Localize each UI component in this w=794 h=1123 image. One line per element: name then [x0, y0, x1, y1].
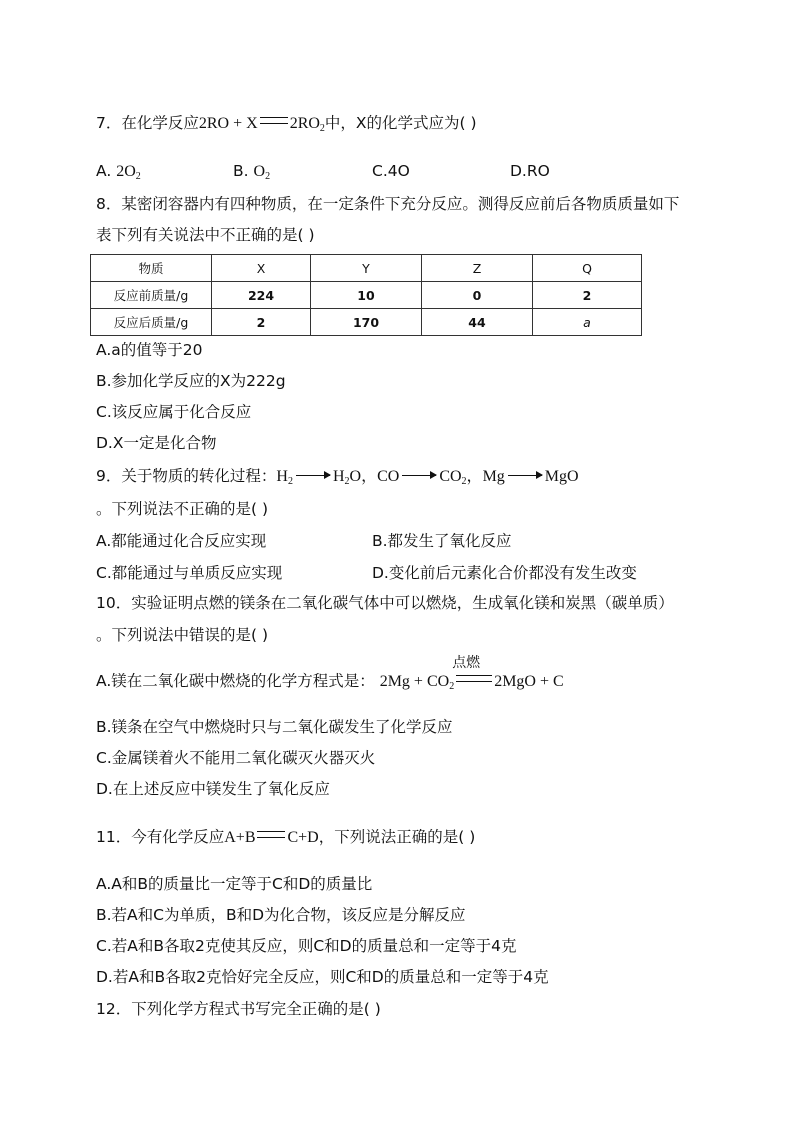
q11-equation: A+B C+D [224, 829, 319, 846]
q10-equation: $2Mg + CO_2$ 点燃 2MgO + C [379, 655, 564, 692]
q9-stem-line2: 。下列说法不正确的是( ) [96, 500, 269, 518]
q9-option-c[interactable]: C.都能通过与单质反应实现 [96, 564, 283, 582]
table-cell: 0 [422, 282, 533, 309]
equals-bar-icon [257, 831, 285, 838]
q10-stem-line2: 。下列说法中错误的是( ) [96, 626, 269, 644]
q9-stem-line1: 9．关于物质的转化过程：$H_2$ $H_2O$，CO $CO_2$，Mg MgO [96, 467, 579, 487]
table-cell: 170 [311, 309, 422, 336]
q8-stem-line1: 8．某密闭容器内有四种物质，在一定条件下充分反应。测得反应前后各物质质量如下 [96, 195, 680, 213]
q7-suffix: 中，X的化学式应为( ) [324, 114, 477, 132]
q8-option-a[interactable]: A.a的值等于20 [96, 341, 203, 359]
equals-bar-icon [260, 117, 288, 124]
table-row [91, 282, 642, 309]
q8-stem-line2: 表下列有关说法中不正确的是( ) [96, 226, 315, 244]
reaction-condition-bar-icon: 点燃 [456, 675, 492, 682]
table-cell: 44 [422, 309, 533, 336]
q8-table [90, 254, 642, 336]
table-cell: 2 [533, 282, 642, 309]
q10-option-a[interactable]: A.镁在二氧化碳中燃烧的化学方程式是： $2Mg + CO_2$ 点燃 2MgO + C [96, 655, 564, 692]
arrow-right-icon [296, 475, 330, 476]
q11-option-b[interactable]: B.若A和C为单质，B和D为化合物，该反应是分解反应 [96, 906, 466, 924]
q11-option-a[interactable]: A.A和B的质量比一定等于C和D的质量比 [96, 875, 373, 893]
q9-option-d[interactable]: D.变化前后元素化合价都没有发生改变 [372, 564, 637, 582]
q10-option-b[interactable]: B.镁条在空气中燃烧时只与二氧化碳发生了化学反应 [96, 718, 453, 736]
table-header-cell: X [212, 255, 311, 282]
q10-stem-line1: 10．实验证明点燃的镁条在二氧化碳气体中可以燃烧，生成氧化镁和炭黑（碳单质） [96, 594, 674, 612]
q7-prefix: 7．在化学反应 [96, 114, 199, 132]
table-cell: 反应前质量/g [91, 282, 212, 309]
q7-option-b[interactable]: B. $O_2$ [233, 162, 271, 182]
q9-conversions: $H_2$ $H_2O$，CO $CO_2$，Mg MgO [276, 468, 579, 487]
q11-stem: 11．今有化学反应A+B C+D，下列说法正确的是( ) [96, 828, 476, 846]
table-cell: 224 [212, 282, 311, 309]
q8-option-d[interactable]: D.X一定是化合物 [96, 434, 217, 452]
arrow-right-icon [508, 475, 542, 476]
q7-equation: 2RO + X $2RO_2$ [198, 115, 325, 134]
q8-option-c[interactable]: C.该反应属于化合反应 [96, 403, 252, 421]
table-cell: 2 [212, 309, 311, 336]
q7-option-c[interactable]: C.4O [372, 162, 410, 180]
table-header-cell: Y [311, 255, 422, 282]
table-cell: a [533, 309, 642, 336]
table-cell: 10 [311, 282, 422, 309]
q11-option-d[interactable]: D.若A和B各取2克恰好完全反应，则C和D的质量总和一定等于4克 [96, 968, 549, 986]
q11-option-c[interactable]: C.若A和B各取2克使其反应，则C和D的质量总和一定等于4克 [96, 937, 517, 955]
arrow-right-icon [402, 475, 436, 476]
q10-option-c[interactable]: C.金属镁着火不能用二氧化碳灭火器灭火 [96, 749, 376, 767]
q10-option-d[interactable]: D.在上述反应中镁发生了氧化反应 [96, 780, 330, 798]
q7-option-d[interactable]: D.RO [510, 162, 550, 180]
q7-option-a[interactable]: A. $2O_2$ [96, 162, 141, 182]
q8-option-b[interactable]: B.参加化学反应的X为222g [96, 372, 286, 390]
table-header-cell: 物质 [91, 255, 212, 282]
table-header-row [91, 255, 642, 282]
table-row [91, 309, 642, 336]
q9-option-a[interactable]: A.都能通过化合反应实现 [96, 532, 267, 550]
q7-stem [96, 112, 477, 135]
table-header-cell: Z [422, 255, 533, 282]
q12-stem: 12．下列化学方程式书写完全正确的是( ) [96, 1000, 381, 1018]
table-header-cell: Q [533, 255, 642, 282]
table-cell: 反应后质量/g [91, 309, 212, 336]
q9-option-b[interactable]: B.都发生了氧化反应 [372, 532, 512, 550]
